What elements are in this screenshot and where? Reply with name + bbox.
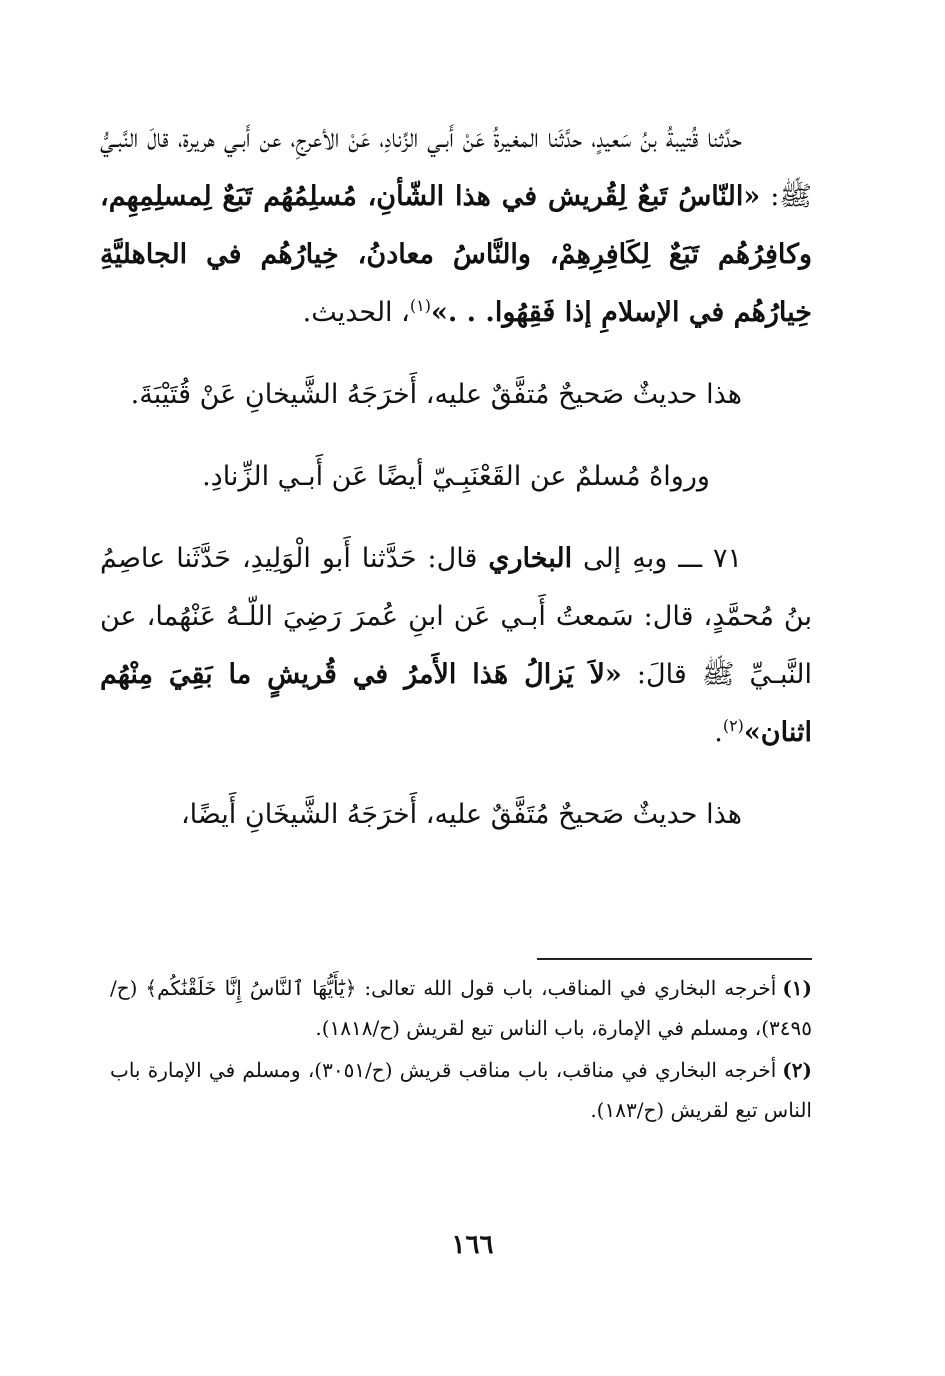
paragraph-narration-muslim: [100, 448, 812, 506]
p4-run-1-bukhari: البخاري: [488, 543, 573, 574]
paragraph-grading-2: [100, 786, 812, 844]
p3-run-0: ورواهُ مُسلمٌ عن القَعْنَبِـيّ أيضًا عَن أَبـي الزِّنادِ.: [202, 461, 710, 492]
footnote-text: أخرجه البخاري في مناقب، باب مناقب قريش (ح/٣٠٥١)، ومسلم في الإمارة باب الناس تبع لقريش (ح/١٨٣).: [110, 1058, 812, 1122]
p4-run-5: .: [714, 717, 723, 748]
p4-run-2: قال: حَدَّثنا أَبو الْوَلِيدِ، حَدَّثَنا عاصِمُ بنُ مُحمَّدٍ، قال: سَمعتُ أَبـي عَن ابنِ عُمرَ رَضِيَ اللّـهُ عَنْهُما، عن النَّبـيِّ ﷺ قالَ:: [100, 543, 812, 690]
paragraph-grading-1: [100, 366, 812, 424]
page-number: ١٦٦: [451, 1230, 494, 1260]
page-body: [100, 110, 812, 844]
p1-run-3: ، الحديث.: [302, 297, 410, 328]
paragraph-hadith-71: [100, 530, 812, 762]
footnote-ref-1[interactable]: (١): [409, 296, 431, 315]
footnote-ref-2[interactable]: (٢): [722, 716, 744, 735]
footnote-number: (١): [782, 976, 812, 1000]
p1-run-0: حدَّثنا قُتيبةُ بنُ سَعيدٍ، حدَّثَنا المغيرةُ عَنْ أَبـي الزِّنادِ، عَنْ الأعرجِ، عن أَبـي هريرة، قالَ النَّبـيُّ ﷺ:: [100, 123, 813, 212]
p4-run-0: ٧١ ـــ وبهِ إلى: [572, 543, 743, 574]
footnote-separator: [537, 958, 812, 960]
p1-run-1-quote: «النّاسُ تَبعٌ لِقُريش في هذا الشّأنِ، مُسلِمُهُم تَبَعٌ لِمسلِمِهِم، وكافِرُهُم تَبَعٌ لِكَافِرِهِمْ، والنَّاسُ معادنُ، خِيارُهُم في الجاهليَّةِ خِيارُهُم في الإسلامِ إذا فَقِهُوا. . .»: [100, 181, 812, 328]
p2-run-0: هذا حديثٌ صَحيحٌ مُتفَّقٌ عليه، أَخرَجَهُ الشَّيخانِ عَنْ قُتَيْبَةَ.: [130, 379, 742, 410]
footnote-1: [110, 968, 812, 1048]
footnote-text: أخرجه البخاري في المناقب، باب قول الله تعالى: ﴿يَٰٓأَيُّهَا ٱلنَّاسُ إِنَّا خَلَقْنَٰكُم﴾ (ح/٣٤٩٥)، ومسلم في الإمارة، باب الناس تبع لقريش (ح/١٨١٨).: [110, 976, 812, 1040]
p5-run-0: هذا حديثٌ صَحيحٌ مُتَفَّقٌ عليه، أَخرَجَهُ الشَّيخَانِ أَيضًا،: [180, 799, 742, 830]
footnote-number: (٢): [782, 1058, 812, 1082]
footnotes: [110, 968, 812, 1132]
paragraph-hadith-70: [100, 110, 812, 342]
footnote-2: [110, 1050, 812, 1130]
p4-run-3-quote: «لاَ يَزالُ هَذا الأَمرُ في قُريشٍ ما بَقِيَ مِنْهُم اثنان»: [100, 659, 812, 748]
